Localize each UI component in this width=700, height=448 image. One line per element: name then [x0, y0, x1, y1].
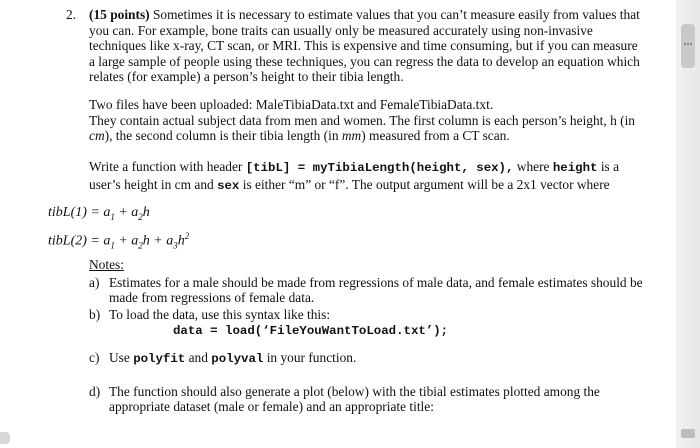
intro-text: Sometimes it is necessary to estimate values that you can’t measure easily from values that you can. For example, bone traits can usually only be measured accurately using non-invasive techniques like x-ray, CT scan, or MRI. This is expensive and time consuming, but if you can measure a large sample of people using these techniques, you can regress the data to develop an equation which relates (for example) a person’s height to their tibia length.: [89, 7, 640, 85]
note-d-text: The function should also generate a plot (below) with the tibial estimates plotted among the appropriate dataset (male or female) and an appropriate title:: [109, 383, 600, 415]
files-line: Two files have been uploaded: MaleTibiaData.txt and FemaleTibiaData.txt.: [89, 97, 494, 112]
unit-cm: cm: [89, 128, 105, 144]
points-label: (15 points): [89, 7, 150, 22]
func-text-b: where: [513, 159, 553, 174]
sex-code: sex: [217, 178, 240, 193]
note-c-text-b: and: [185, 349, 212, 365]
notes-section: [89, 257, 645, 415]
func-text-d: is either “m” or “f”. The output argument will be a 2x1 vector where: [239, 176, 610, 192]
question-number: 2.: [66, 7, 77, 22]
note-b-text: To load the data, use this syntax like this:: [109, 306, 331, 322]
note-b-label: b): [89, 306, 101, 322]
scrollbar-thumb[interactable]: [681, 24, 695, 68]
equations: [48, 203, 189, 255]
note-c-label: c): [89, 349, 100, 365]
unit-mm: mm: [341, 128, 362, 144]
question-intro: [89, 7, 645, 85]
files-text-a: They contain actual subject data from men and women. The first column is each person’s height, h (in: [89, 112, 636, 128]
load-syntax-code: data = load(‘FileYouWantToLoad.txt’);: [173, 324, 449, 339]
equation-2: tibL(2) = $a_1 + a_2h + a_3h^2$: [48, 230, 190, 251]
note-c-text-a: Use: [109, 349, 134, 365]
keyboard-icon[interactable]: [681, 429, 695, 438]
files-text-b: ), the second column is their tibia length (in: [104, 128, 342, 144]
files-paragraph: [89, 97, 645, 144]
note-a-text: Estimates for a male should be made from regressions of male data, and female estimates should be made from regressions of female data.: [109, 274, 643, 306]
note-d-label: d): [89, 383, 101, 399]
eq1-lhs: tibL(1) =: [48, 205, 104, 220]
note-d: [89, 384, 645, 415]
function-paragraph: [89, 159, 645, 194]
grip-dots-icon: [684, 43, 692, 47]
func-text-a: Write a function with header: [89, 159, 246, 174]
polyval-code: polyval: [211, 351, 264, 366]
equation-1: tibL(1) = $a_1 + a_2h$: [48, 205, 150, 222]
vertical-scrollbar[interactable]: [676, 0, 700, 448]
function-header-code: [tibL] = myTibiaLength(height, sex),: [245, 161, 514, 175]
note-b: [89, 307, 645, 340]
note-c-text-c: in your function.: [263, 349, 357, 365]
func-text-c: is a user’s height in cm and: [89, 159, 620, 192]
note-a-label: a): [89, 274, 100, 290]
note-a: [89, 275, 645, 306]
files-description: [89, 113, 645, 144]
side-tab-handle[interactable]: [0, 432, 10, 444]
polyfit-code: polyfit: [133, 351, 186, 366]
note-c: [89, 350, 645, 368]
files-text-c: ) measured from a CT scan.: [361, 128, 510, 144]
eq2-lhs: tibL(2) =: [48, 233, 104, 249]
notes-title: Notes:: [89, 257, 124, 272]
height-code: height: [552, 161, 598, 175]
